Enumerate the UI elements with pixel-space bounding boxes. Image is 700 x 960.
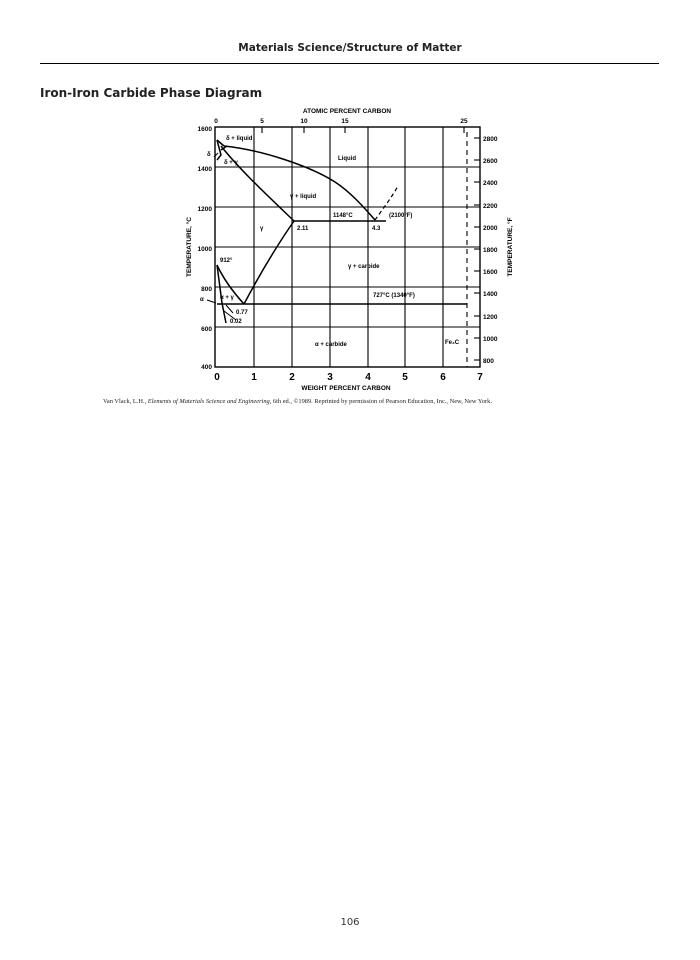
right-tick-label: 2400 [483, 180, 498, 187]
annot-a3-temp: 912° [220, 258, 233, 264]
page-number: 106 [340, 917, 360, 928]
right-tick-label: 1200 [483, 314, 498, 321]
bottom-tick-label: 2 [289, 372, 295, 383]
left-tick-label: 1200 [197, 206, 212, 213]
top-tick-label: 25 [460, 118, 468, 125]
label-alpha-carbide: α + carbide [315, 342, 347, 348]
grid [215, 127, 480, 367]
credit-line [103, 398, 663, 405]
top-tick-label: 10 [300, 118, 308, 125]
running-header: Materials Science/Structure of Matter [238, 42, 462, 54]
left-tick-label: 800 [201, 286, 212, 293]
bottom-tick-label: 7 [477, 372, 483, 383]
label-gamma-liquid: γ + liquid [290, 194, 317, 200]
label-delta-liquid: δ + liquid [226, 136, 253, 142]
annot-alpha-max: 0.02 [230, 319, 242, 325]
annot-eutectic-comp: 4.3 [372, 226, 381, 232]
phase-diagram [0, 0, 700, 400]
left-tick-label: 1400 [197, 166, 212, 173]
bottom-tick-label: 3 [327, 372, 333, 383]
bottom-tick-label: 5 [402, 372, 408, 383]
right-tick-label: 1000 [483, 336, 498, 343]
credit-authors: Van Vlack, L.H., [103, 398, 148, 405]
label-alpha-gamma: α + γ [220, 295, 234, 301]
right-tick-label: 2800 [483, 136, 498, 143]
label-fe3c: Fe₃C [445, 340, 460, 346]
right-tick-label: 1600 [483, 269, 498, 276]
credit-book-title: Elements of Materials Science and Engineering [147, 398, 270, 405]
annot-eutectic-temp: 1148°C [333, 213, 353, 219]
right-tick-label: 2200 [483, 203, 498, 210]
left-tick-label: 600 [201, 326, 212, 333]
label-delta-gamma: δ + γ [224, 160, 238, 166]
label-delta: δ [207, 152, 211, 158]
bottom-tick-label: 6 [440, 372, 446, 383]
right-axis-label: TEMPERATURE, °F [507, 217, 514, 277]
right-tick-label: 1800 [483, 247, 498, 254]
annot-gamma-max: 2.11 [297, 226, 309, 232]
top-tick-label: 0 [214, 118, 218, 125]
left-tick-label: 1600 [197, 126, 212, 133]
left-tick-label: 400 [201, 364, 212, 371]
right-tick-label: 800 [483, 358, 494, 365]
left-tick-label: 1000 [197, 246, 212, 253]
top-tick-label: 15 [341, 118, 349, 125]
bottom-tick-label: 4 [365, 372, 371, 383]
bottom-tick-label: 0 [214, 372, 220, 383]
label-gamma: γ [260, 226, 264, 232]
annot-eutectic-temp-f: (2100°F) [389, 213, 413, 219]
right-tick-label: 2000 [483, 225, 498, 232]
annot-eutectoid-comp: 0.77 [236, 310, 248, 316]
left-axis-label: TEMPERATURE, °C [186, 217, 193, 277]
label-liquid: Liquid [338, 156, 356, 162]
right-tick-label: 1400 [483, 291, 498, 298]
top-axis-label: ATOMIC PERCENT CARBON [302, 108, 392, 115]
section-title: Iron-Iron Carbide Phase Diagram [40, 86, 263, 100]
bottom-axis-label: WEIGHT PERCENT CARBON [301, 385, 391, 392]
top-tick-label: 5 [260, 118, 264, 125]
annot-eutectoid-temp: 727°C (1340°F) [373, 293, 415, 299]
label-alpha: α [200, 297, 204, 303]
credit-rest: , 6th ed., ©1989. Reprinted by permission of Pearson Education, Inc., New, New York. [269, 398, 492, 405]
right-tick-label: 2600 [483, 158, 498, 165]
bottom-tick-label: 1 [251, 372, 257, 383]
label-gamma-carbide: γ + carbide [348, 264, 380, 270]
